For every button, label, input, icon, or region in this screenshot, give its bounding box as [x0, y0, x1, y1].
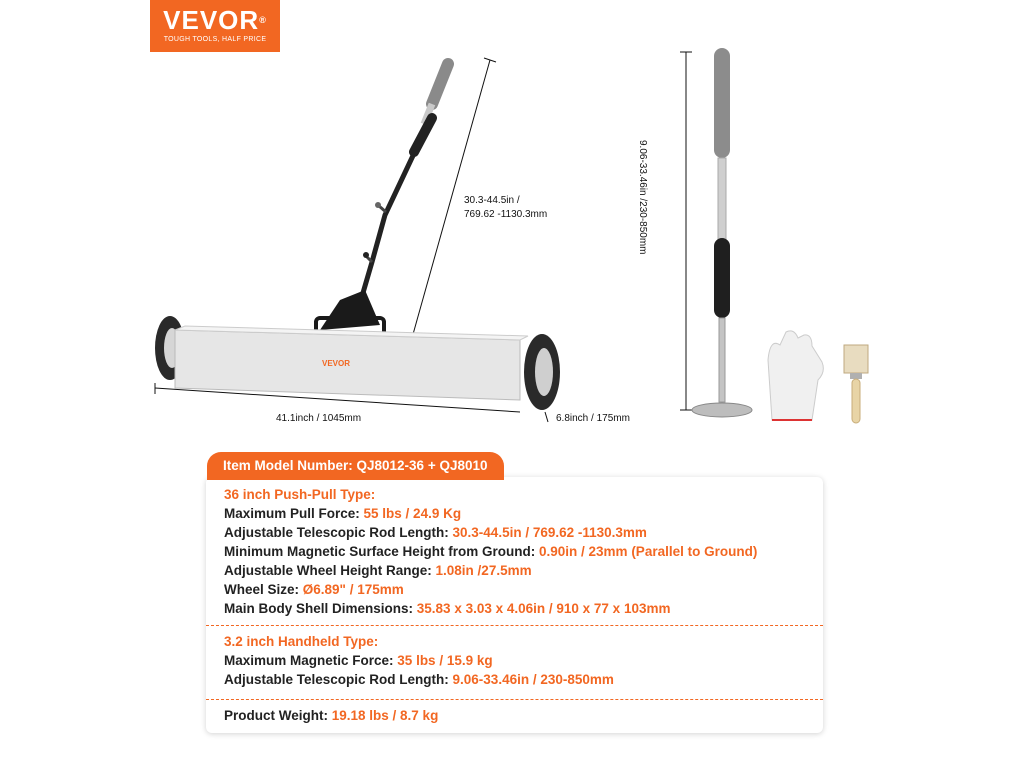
gloves	[768, 331, 823, 420]
spec-row: Main Body Shell Dimensions: 35.83 x 3.03 x 4.06in / 910 x 77 x 103mm	[224, 601, 671, 616]
spec-row: Wheel Size: Ø6.89" / 175mm	[224, 582, 404, 597]
brand-name: VEVOR	[163, 5, 260, 35]
wheel-size-label: 6.8inch / 175mm	[556, 413, 630, 424]
handle-tube	[358, 145, 418, 310]
brand-reg: ®	[259, 15, 267, 25]
handheld-length-label: 9.06-33.46in /230-850mm	[637, 140, 648, 255]
handheld-grip-grey	[714, 48, 730, 158]
spec-row: Adjustable Telescopic Rod Length: 30.3-44.5in / 769.62 -1130.3mm	[224, 525, 647, 540]
handheld-foam-grip	[714, 238, 730, 318]
handheld-header: 3.2 inch Handheld Type:	[224, 634, 379, 649]
body-label: VEVOR	[322, 359, 351, 368]
push-pull-header: 36 inch Push-Pull Type:	[224, 487, 376, 502]
body-length-label: 41.1inch / 1045mm	[276, 413, 362, 424]
section-divider	[206, 699, 823, 700]
spec-row: Product Weight: 19.18 lbs / 8.7 kg	[224, 708, 439, 723]
brand-tagline: TOUGH TOOLS, HALF PRICE	[163, 36, 267, 43]
spec-row: Maximum Magnetic Force: 35 lbs / 15.9 kg	[224, 653, 493, 668]
spec-row: Adjustable Wheel Height Range: 1.08in /27.5mm	[224, 563, 532, 578]
spec-row: Maximum Pull Force: 55 lbs / 24.9 Kg	[224, 506, 462, 521]
section-divider	[206, 625, 823, 626]
spec-row: Minimum Magnetic Surface Height from Ground: 0.90in / 23mm (Parallel to Ground)	[224, 544, 758, 559]
handle-grip-grey	[432, 64, 448, 104]
handle-bracket	[320, 290, 380, 330]
weight-section	[224, 706, 814, 725]
spec-card	[206, 477, 823, 733]
model-number-pill: Item Model Number: QJ8012-36 + QJ8010	[207, 452, 504, 480]
handheld-section	[224, 632, 814, 689]
brush	[844, 345, 868, 373]
push-pull-section	[224, 485, 814, 618]
spec-row: Adjustable Telescopic Rod Length: 9.06-33.46in / 230-850mm	[224, 672, 614, 687]
handheld-magnet-base	[692, 403, 752, 417]
handle-length-label: 30.3-44.5in / 769.62 -1130.3mm	[464, 195, 548, 220]
